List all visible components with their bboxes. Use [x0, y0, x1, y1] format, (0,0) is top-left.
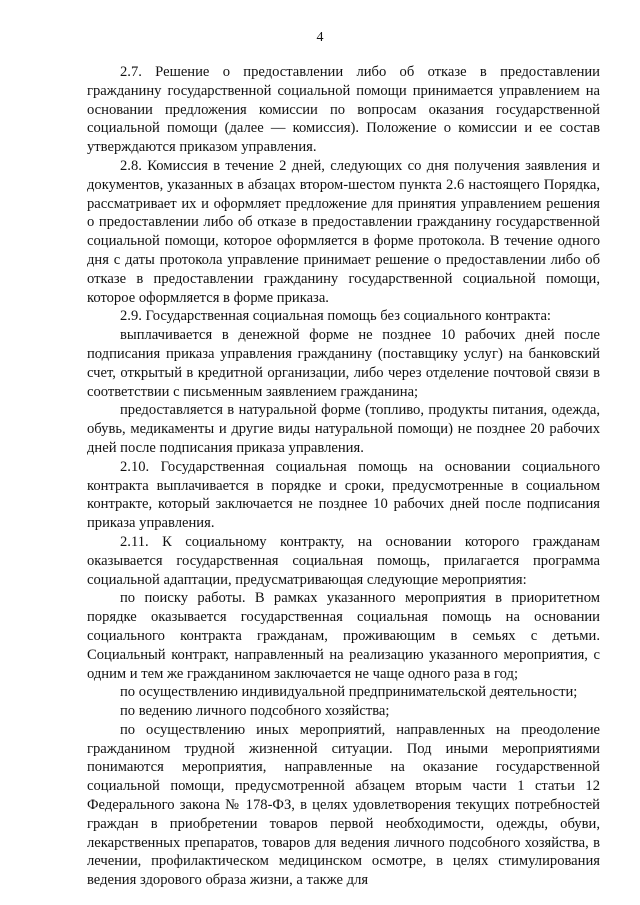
- paragraph-household-farming: по ведению личного подсобного хозяйства;: [120, 703, 390, 720]
- paragraph-2-9: 2.9. Государственная социальная помощь без социального контракта:: [120, 308, 551, 325]
- paragraph-job-search: по поиску работы. В рамках указанного мероприятия в приоритетном порядке оказывается государственная социальная помощь на основании социального контракта гражданам, проживающим в семьях с детьми. Социальный контракт, направленный на реализацию указанного мероприятия, с одним и тем же гражданином заключается не чаще одного раза в год;: [87, 590, 600, 682]
- paragraph-2-11: 2.11. К социальному контракту, на основании которого гражданам оказывается государственная социальная помощь, прилагается программа социальной адаптации, предусматривающая следующие мероприятия:: [87, 533, 600, 588]
- paragraph-2-7: 2.7. Решение о предоставлении либо об отказе в предоставлении гражданину государственной социальной помощи принимается управлением на основании предложения комиссии по вопросам оказания государственной социальной помощи (далее — комиссия). Положение о комиссии и ее состав утверждаются приказом управления.: [87, 64, 600, 156]
- document-body: [87, 63, 600, 890]
- paragraph-in-kind-payment: предоставляется в натуральной форме (топливо, продукты питания, одежда, обувь, медикаменты и другие виды натуральной помощи) не позднее 20 рабочих дней после подписания приказа управления.: [87, 402, 600, 456]
- paragraph-entrepreneurship: по осуществлению индивидуальной предпринимательской деятельности;: [120, 684, 578, 701]
- paragraph-cash-payment: выплачивается в денежной форме не позднее 10 рабочих дней после подписания приказа управления гражданину (поставщику услуг) на банковский счет, открытый в кредитной организации, либо через отделение почтовой связи в соответствии с письменным заявлением гражданина;: [87, 327, 600, 400]
- paragraph-2-8: 2.8. Комиссия в течение 2 дней, следующих со дня получения заявления и документов, указанных в абзацах втором-шестом пункта 2.6 настоящего Порядка, рассматривает их и оформляет предложение для принятия управлением решения о предоставлении либо об отказе в предоставлении гражданину государственной социальной помощи, которое оформляется в форме протокола. В течение одного дня с даты протокола управление принимает решение о предоставлении либо об отказе в предоставлении гражданину государственной социальной помощи, которое оформляется в форме приказа.: [87, 157, 600, 306]
- paragraph-2-10: 2.10. Государственная социальная помощь на основании социального контракта выплачивается в порядке и сроки, предусмотренные в социальном контракте, который заключается не позднее 10 рабочих дней после подписания приказа управления.: [87, 458, 600, 532]
- page-number: 4: [316, 30, 324, 45]
- paragraph-other-measures: по осуществлению иных мероприятий, направленных на преодоление гражданином трудной жизненной ситуации. Под иными мероприятиями понимаются мероприятия, направленные на оказание государственной социальной помощи, предусмотренной абзацем вторым части 1 статьи 12 Федерального закона № 178-ФЗ, в целях удовлетворения текущих потребностей граждан в приобретении товаров первой необходимости, одежды, обуви, лекарственных препаратов, товаров для ведения личного подсобного хозяйства, в лечении, профилактическом медицинском осмотре, в целях стимулирования ведения здорового образа жизни, а также для: [87, 721, 600, 889]
